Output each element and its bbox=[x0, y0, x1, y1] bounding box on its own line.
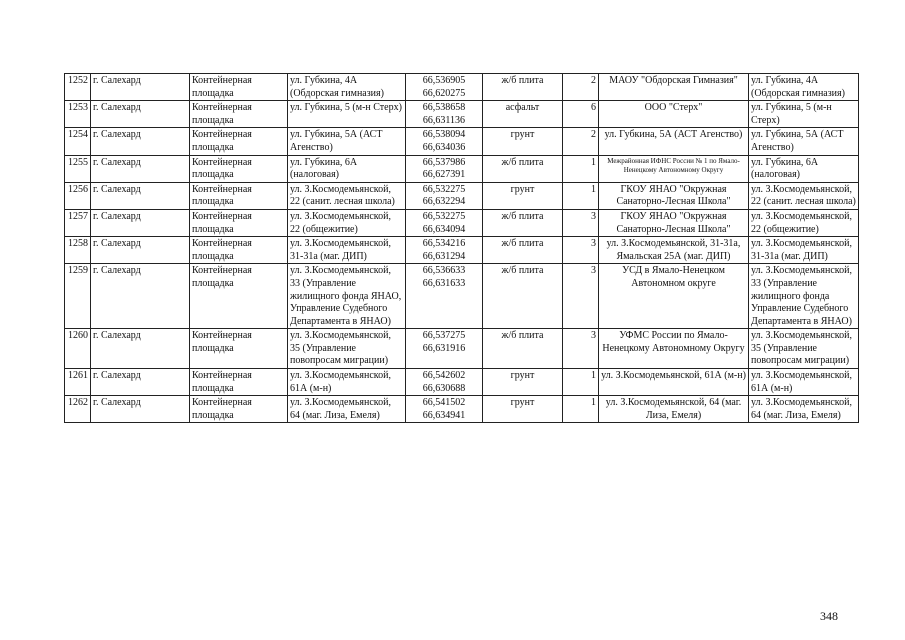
address-cell: ул. Губкина, 4А (Обдорская гимназия) bbox=[288, 74, 406, 101]
registry-table bbox=[64, 73, 859, 423]
city-cell: г. Салехард bbox=[91, 182, 190, 209]
waste-source-cell: ул. З.Космодемьянской, 22 (общежитие) bbox=[749, 209, 859, 236]
container-count-cell: 3 bbox=[563, 329, 599, 369]
table-row bbox=[65, 237, 859, 264]
latitude-value: 66,537275 bbox=[422, 330, 466, 342]
surface-cell: ж/б плита bbox=[483, 209, 563, 236]
address-cell: ул. З.Космодемьянской, 61А (м-н) bbox=[288, 369, 406, 396]
owner-cell: ул. З.Космодемьянской, 31-31а, Ямальская 25А (маг. ДИП) bbox=[599, 237, 749, 264]
owner-cell: ул. З.Космодемьянской, 64 (маг. Лиза, Емеля) bbox=[599, 396, 749, 423]
latitude-value: 66,532275 bbox=[422, 210, 466, 222]
owner-cell: ООО "Стерх" bbox=[599, 101, 749, 128]
table-row bbox=[65, 396, 859, 423]
waste-source-cell: ул. З.Космодемьянской, 64 (маг. Лиза, Емеля) bbox=[749, 396, 859, 423]
address-cell: ул. Губкина, 6А (налоговая) bbox=[288, 155, 406, 182]
container-count-cell: 1 bbox=[563, 155, 599, 182]
owner-cell: Межрайонная ИФНС России № 1 по Ямало-Ненецкому Автономному Округу bbox=[599, 155, 749, 182]
longitude-value: 66,634094 bbox=[422, 223, 466, 235]
address-cell: ул. З.Космодемьянской, 22 (санит. лесная школа) bbox=[288, 182, 406, 209]
waste-source-cell: ул. Губкина, 5 (м-н Стерх) bbox=[749, 101, 859, 128]
city-cell: г. Салехард bbox=[91, 101, 190, 128]
coordinates-cell bbox=[406, 74, 483, 101]
longitude-value: 66,634036 bbox=[422, 141, 466, 153]
site-type-cell: Контейнерная площадка bbox=[190, 369, 288, 396]
container-count-cell: 6 bbox=[563, 101, 599, 128]
address-cell: ул. Губкина, 5А (АСТ Агенство) bbox=[288, 128, 406, 155]
city-cell: г. Салехард bbox=[91, 74, 190, 101]
row-number-cell: 1259 bbox=[65, 264, 91, 329]
page-number: 348 bbox=[820, 609, 838, 623]
site-type-cell: Контейнерная площадка bbox=[190, 128, 288, 155]
coordinates-cell bbox=[406, 396, 483, 423]
waste-source-cell: ул. З.Космодемьянской, 61А (м-н) bbox=[749, 369, 859, 396]
latitude-value: 66,534216 bbox=[422, 238, 466, 250]
container-count-cell: 2 bbox=[563, 74, 599, 101]
longitude-value: 66,631633 bbox=[422, 277, 466, 289]
surface-cell: грунт bbox=[483, 128, 563, 155]
city-cell: г. Салехард bbox=[91, 369, 190, 396]
container-count-cell: 2 bbox=[563, 128, 599, 155]
surface-cell: ж/б плита bbox=[483, 74, 563, 101]
row-number-cell: 1262 bbox=[65, 396, 91, 423]
surface-cell: грунт bbox=[483, 396, 563, 423]
container-count-cell: 1 bbox=[563, 396, 599, 423]
owner-cell: ГКОУ ЯНАО "Окружная Санаторно-Лесная Школа" bbox=[599, 209, 749, 236]
coordinates-cell bbox=[406, 264, 483, 329]
table-row bbox=[65, 182, 859, 209]
container-count-cell: 3 bbox=[563, 237, 599, 264]
table-row bbox=[65, 74, 859, 101]
owner-cell: ГКОУ ЯНАО "Окружная Санаторно-Лесная Школа" bbox=[599, 182, 749, 209]
latitude-value: 66,542602 bbox=[422, 370, 466, 382]
longitude-value: 66,634941 bbox=[422, 409, 466, 421]
site-type-cell: Контейнерная площадка bbox=[190, 74, 288, 101]
address-cell: ул. З.Космодемьянской, 33 (Управление жилищного фонда ЯНАО, Управление Судебного Департамента в ЯНАО) bbox=[288, 264, 406, 329]
latitude-value: 66,536905 bbox=[422, 75, 466, 86]
city-cell: г. Салехард bbox=[91, 155, 190, 182]
longitude-value: 66,630688 bbox=[422, 382, 466, 394]
owner-cell: УФМС России по Ямало-Ненецкому Автономному Округу bbox=[599, 329, 749, 369]
site-type-cell: Контейнерная площадка bbox=[190, 237, 288, 264]
coordinates-cell bbox=[406, 101, 483, 128]
latitude-value: 66,541502 bbox=[422, 397, 466, 409]
coordinates-cell bbox=[406, 369, 483, 396]
owner-cell: УСД в Ямало-Ненецком Автономном округе bbox=[599, 264, 749, 329]
table-row bbox=[65, 128, 859, 155]
address-cell: ул. З.Космодемьянской, 64 (маг. Лиза, Емеля) bbox=[288, 396, 406, 423]
latitude-value: 66,536633 bbox=[422, 265, 466, 277]
row-number-cell: 1254 bbox=[65, 128, 91, 155]
table-row bbox=[65, 329, 859, 369]
city-cell: г. Салехард bbox=[91, 237, 190, 264]
city-cell: г. Салехард bbox=[91, 128, 190, 155]
container-count-cell: 3 bbox=[563, 209, 599, 236]
site-type-cell: Контейнерная площадка bbox=[190, 101, 288, 128]
row-number-cell: 1261 bbox=[65, 369, 91, 396]
waste-source-cell: ул. Губкина, 5А (АСТ Агенство) bbox=[749, 128, 859, 155]
address-cell: ул. Губкина, 5 (м-н Стерх) bbox=[288, 101, 406, 128]
site-type-cell: Контейнерная площадка bbox=[190, 155, 288, 182]
coordinates-cell bbox=[406, 182, 483, 209]
city-cell: г. Салехард bbox=[91, 209, 190, 236]
longitude-value: 66,631136 bbox=[422, 114, 466, 126]
surface-cell: ж/б плита bbox=[483, 264, 563, 329]
surface-cell: ж/б плита bbox=[483, 237, 563, 264]
site-type-cell: Контейнерная площадка bbox=[190, 264, 288, 329]
container-count-cell: 1 bbox=[563, 182, 599, 209]
latitude-value: 66,532275 bbox=[422, 183, 466, 195]
row-number-cell: 1252 bbox=[65, 74, 91, 101]
address-cell: ул. З.Космодемьянской, 31-31а (маг. ДИП) bbox=[288, 237, 406, 264]
surface-cell: ж/б плита bbox=[483, 155, 563, 182]
longitude-value: 66,627391 bbox=[422, 169, 466, 181]
coordinates-cell bbox=[406, 329, 483, 369]
coordinates-cell bbox=[406, 209, 483, 236]
row-number-cell: 1253 bbox=[65, 101, 91, 128]
waste-source-cell: ул. З.Космодемьянской, 35 (Управление повопросам миграции) bbox=[749, 329, 859, 369]
row-number-cell: 1255 bbox=[65, 155, 91, 182]
row-number-cell: 1257 bbox=[65, 209, 91, 236]
site-type-cell: Контейнерная площадка bbox=[190, 209, 288, 236]
table-row bbox=[65, 101, 859, 128]
table-row bbox=[65, 155, 859, 182]
owner-cell: ул. Губкина, 5А (АСТ Агенство) bbox=[599, 128, 749, 155]
city-cell: г. Салехард bbox=[91, 264, 190, 329]
coordinates-cell bbox=[406, 128, 483, 155]
surface-cell: грунт bbox=[483, 182, 563, 209]
site-type-cell: Контейнерная площадка bbox=[190, 329, 288, 369]
city-cell: г. Салехард bbox=[91, 329, 190, 369]
longitude-value: 66,620275 bbox=[422, 87, 466, 99]
table-row bbox=[65, 209, 859, 236]
waste-source-cell: ул. Губкина, 4А (Обдорская гимназия) bbox=[749, 74, 859, 101]
table-body bbox=[65, 74, 859, 423]
latitude-value: 66,537986 bbox=[422, 156, 466, 168]
table-row bbox=[65, 264, 859, 329]
waste-source-cell: ул. Губкина, 6А (налоговая) bbox=[749, 155, 859, 182]
latitude-value: 66,538094 bbox=[422, 129, 466, 141]
surface-cell: грунт bbox=[483, 369, 563, 396]
city-cell: г. Салехард bbox=[91, 396, 190, 423]
waste-source-cell: ул. З.Космодемьянской, 22 (санит. лесная школа) bbox=[749, 182, 859, 209]
longitude-value: 66,632294 bbox=[422, 196, 466, 208]
waste-source-cell: ул. З.Космодемьянской, 31-31а (маг. ДИП) bbox=[749, 237, 859, 264]
waste-source-cell: ул. З.Космодемьянской, 33 (Управление жилищного фонда Управление Судебного Департамента в ЯНАО) bbox=[749, 264, 859, 329]
longitude-value: 66,631916 bbox=[422, 342, 466, 354]
site-type-cell: Контейнерная площадка bbox=[190, 182, 288, 209]
address-cell: ул. З.Космодемьянской, 22 (общежитие) bbox=[288, 209, 406, 236]
row-number-cell: 1256 bbox=[65, 182, 91, 209]
coordinates-cell bbox=[406, 155, 483, 182]
latitude-value: 66,538658 bbox=[422, 102, 466, 114]
address-cell: ул. З.Космодемьянской, 35 (Управление повопросам миграции) bbox=[288, 329, 406, 369]
row-number-cell: 1258 bbox=[65, 237, 91, 264]
container-count-cell: 3 bbox=[563, 264, 599, 329]
container-count-cell: 1 bbox=[563, 369, 599, 396]
coordinates-cell bbox=[406, 237, 483, 264]
surface-cell: ж/б плита bbox=[483, 329, 563, 369]
surface-cell: асфальт bbox=[483, 101, 563, 128]
site-type-cell: Контейнерная площадка bbox=[190, 396, 288, 423]
longitude-value: 66,631294 bbox=[422, 250, 466, 262]
table-row bbox=[65, 369, 859, 396]
owner-cell: ул. З.Космодемьянской, 61А (м-н) bbox=[599, 369, 749, 396]
owner-cell: МАОУ "Обдорская Гимназия" bbox=[599, 74, 749, 101]
row-number-cell: 1260 bbox=[65, 329, 91, 369]
